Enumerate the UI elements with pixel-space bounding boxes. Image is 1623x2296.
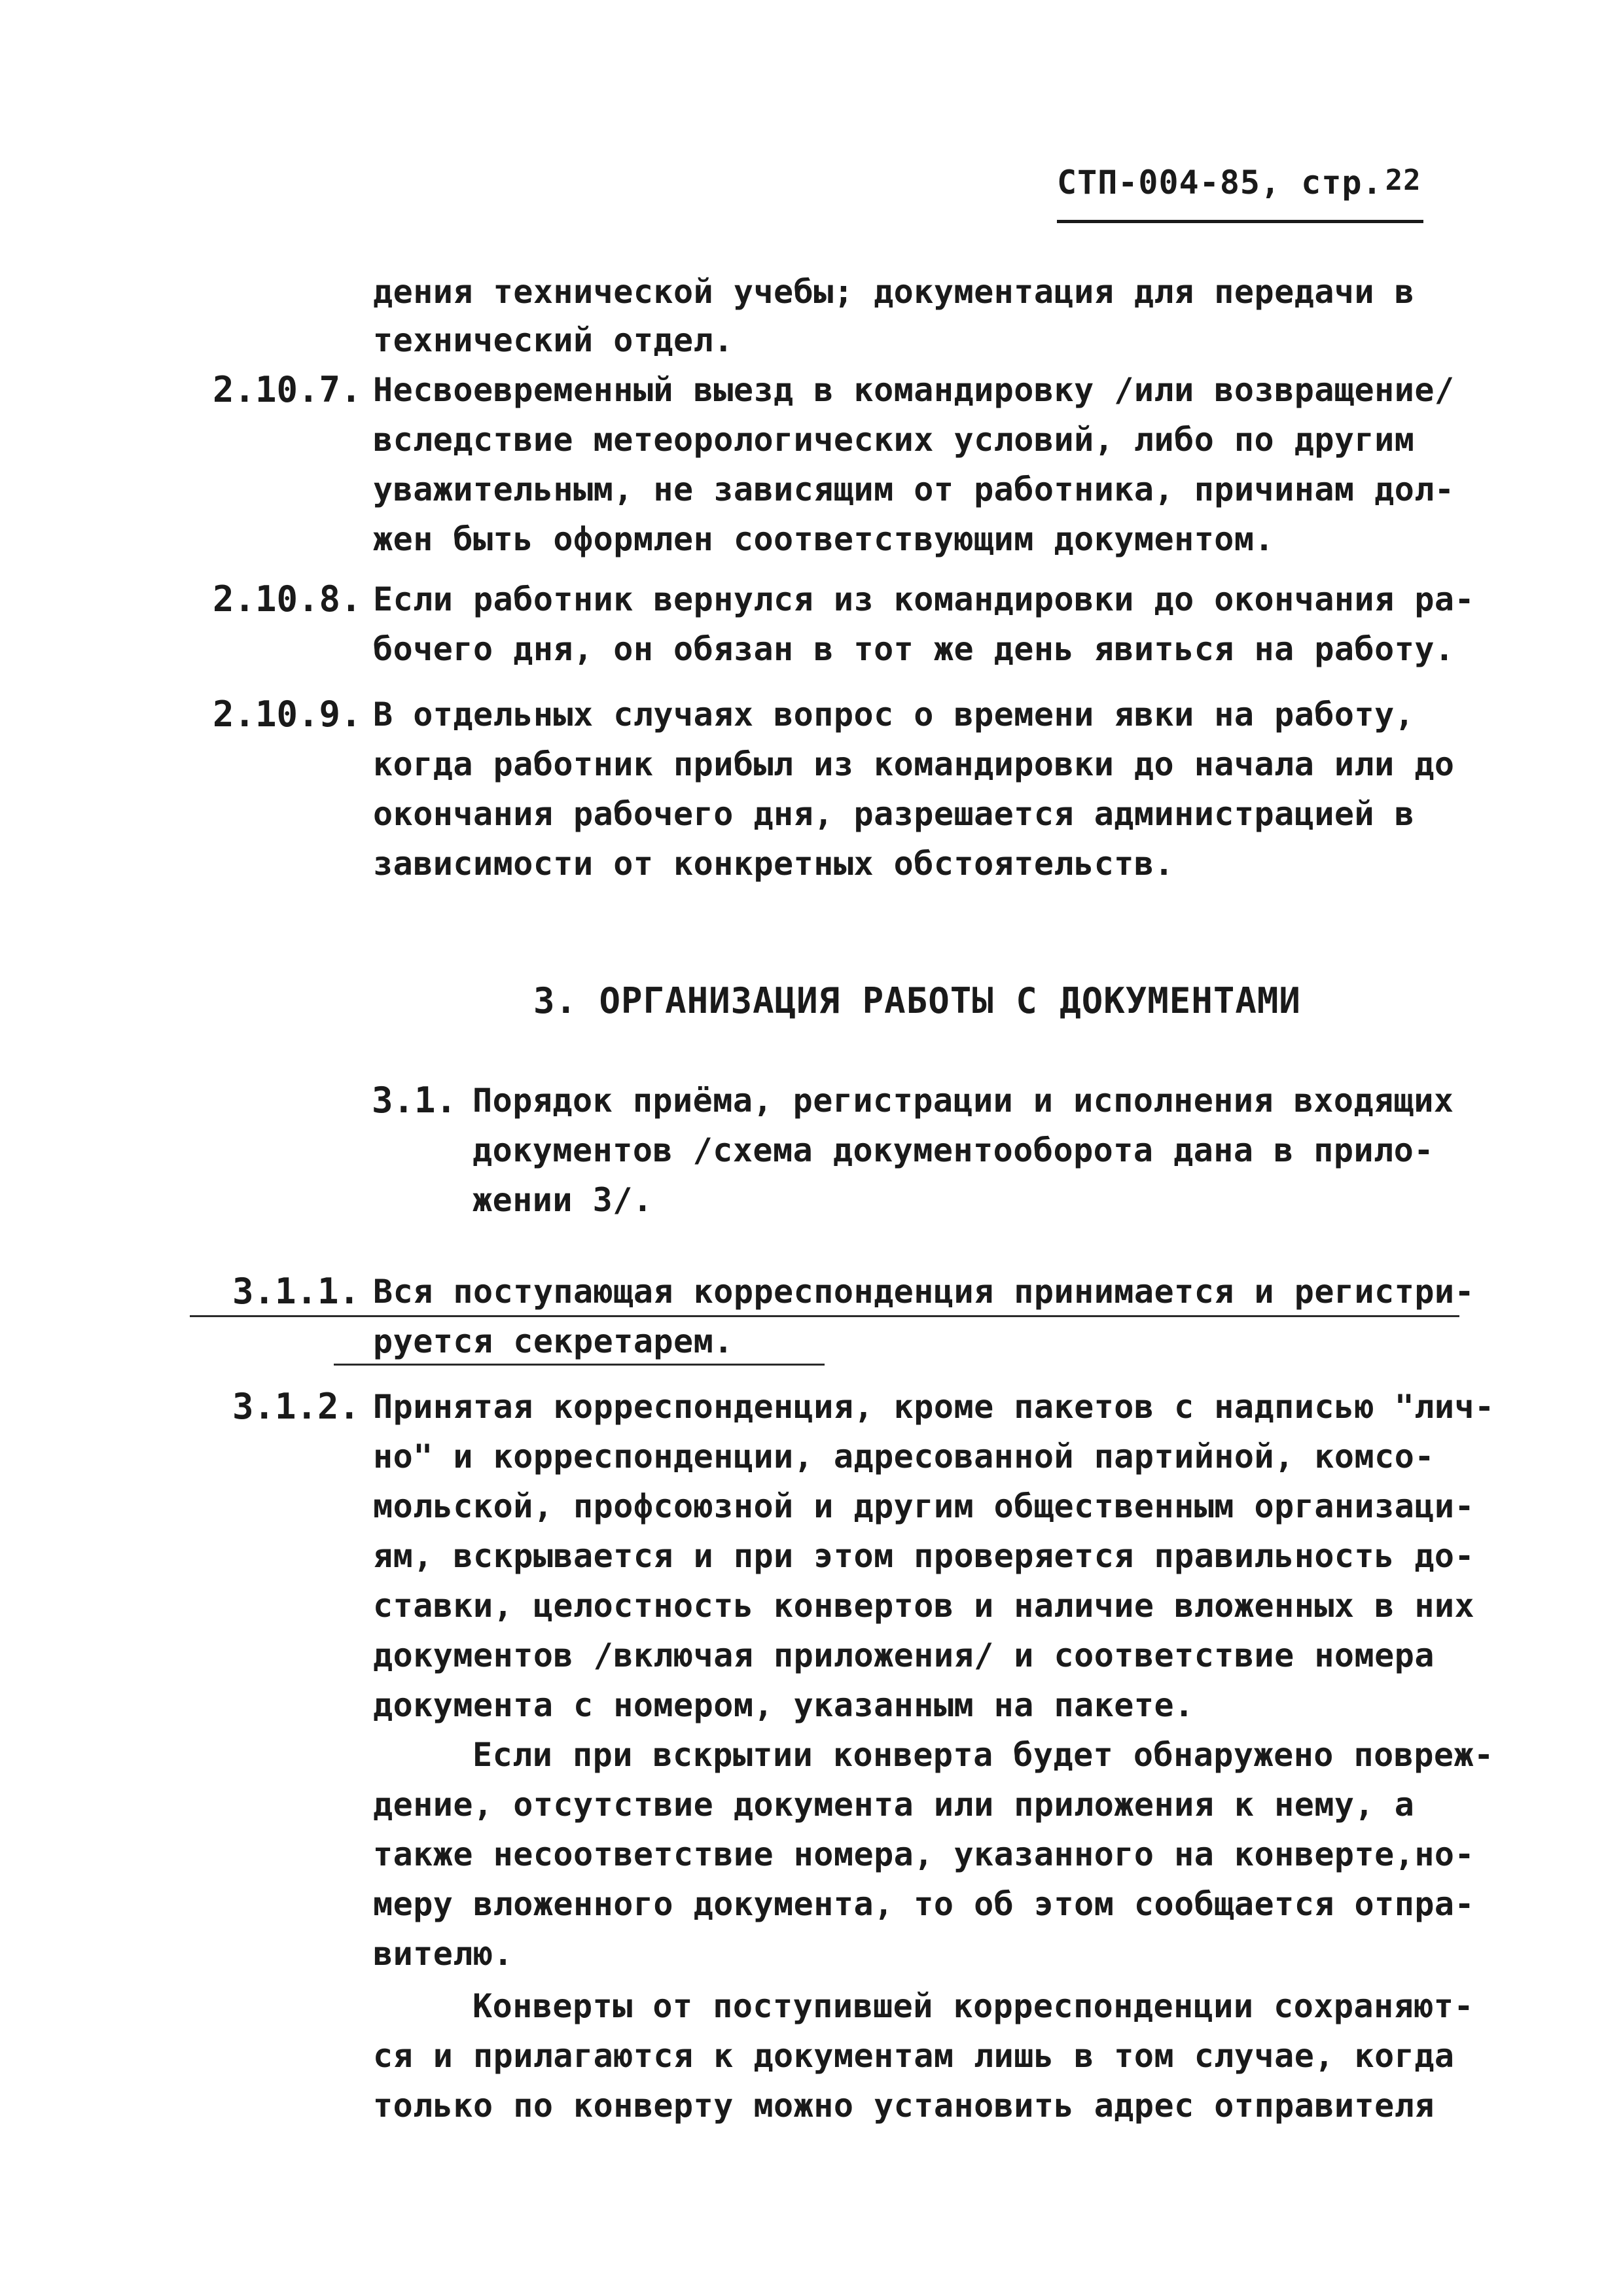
page-header <box>1057 164 1423 223</box>
text-line: В отдельных случаях вопрос о времени явки на работу, <box>373 696 1415 733</box>
text-line: ям, вскрывается и при этом проверяется правильность до- <box>373 1537 1475 1575</box>
text-line: руется секретарем. <box>373 1322 734 1360</box>
text-line: только по конверту можно установить адрес отправителя <box>373 2087 1435 2125</box>
text-line: документа с номером, указанным на пакете. <box>373 1686 1194 1724</box>
text-line: меру вложенного документа, то об этом сообщается отпра- <box>373 1885 1475 1923</box>
text-line: технический отдел. <box>373 321 734 359</box>
document-code: СТП-004-85, стр. <box>1057 164 1383 202</box>
clause-number: 3.1. <box>372 1080 457 1121</box>
text-line: вследствие метеорологических условий, либо по другим <box>373 421 1415 459</box>
clause-number: 2.10.7. <box>213 369 362 410</box>
text-line: Конверты от поступившей корреспонденции сохраняют- <box>473 1987 1474 2025</box>
text-line: зависимости от конкретных обстоятельств. <box>373 845 1175 883</box>
underline-rule <box>334 1364 825 1366</box>
text-line: Несвоевременный выезд в командировку /или возвращение/ <box>373 371 1455 409</box>
section-heading: 3. ОРГАНИЗАЦИЯ РАБОТЫ С ДОКУМЕНТАМИ <box>533 980 1301 1021</box>
text-line: окончания рабочего дня, разрешается администрацией в <box>373 795 1415 833</box>
text-line: также несоответствие номера, указанного на конверте,но- <box>373 1835 1475 1873</box>
clause-number: 3.1.2. <box>232 1386 361 1427</box>
text-line: Порядок приёма, регистрации и исполнения входящих <box>473 1082 1454 1120</box>
text-line: бочего дня, он обязан в тот же день явиться на работу. <box>373 630 1455 668</box>
text-line: дение, отсутствие документа или приложения к нему, а <box>373 1786 1415 1824</box>
text-line: жении 3/. <box>473 1181 653 1219</box>
clause-number: 2.10.8. <box>213 578 362 620</box>
text-line: мольской, профсоюзной и другим общественным организаци- <box>373 1487 1475 1525</box>
underline-rule <box>190 1315 1459 1317</box>
clause-number: 3.1.1. <box>232 1271 361 1312</box>
text-line: ся и прилагаются к документам лишь в том случае, когда <box>373 2037 1455 2075</box>
text-line: вителю. <box>373 1935 514 1973</box>
text-line: жен быть оформлен соответствующим документом. <box>373 520 1275 558</box>
page-number: 22 <box>1385 164 1421 197</box>
text-line: дения технической учебы; документация для передачи в <box>373 273 1415 311</box>
text-line: документов /включая приложения/ и соответствие номера <box>373 1636 1435 1674</box>
text-line: Принятая корреспонденция, кроме пакетов с надписью "лич- <box>373 1388 1495 1426</box>
text-line: ставки, целостность конвертов и наличие вложенных в них <box>373 1587 1475 1625</box>
text-line: Если при вскрытии конверта будет обнаружено повреж- <box>473 1736 1494 1774</box>
text-line: Если работник вернулся из командировки до окончания ра- <box>373 580 1475 618</box>
text-line: Вся поступающая корреспонденция принимается и регистри- <box>373 1273 1475 1311</box>
text-line: уважительным, не зависящим от работника, причинам дол- <box>373 470 1455 508</box>
text-line: но" и корреспонденции, адресованной партийной, комсо- <box>373 1438 1435 1475</box>
text-line: когда работник прибыл из командировки до начала или до <box>373 745 1455 783</box>
clause-number: 2.10.9. <box>213 694 362 735</box>
text-line: документов /схема документооборота дана в прило- <box>473 1131 1434 1169</box>
